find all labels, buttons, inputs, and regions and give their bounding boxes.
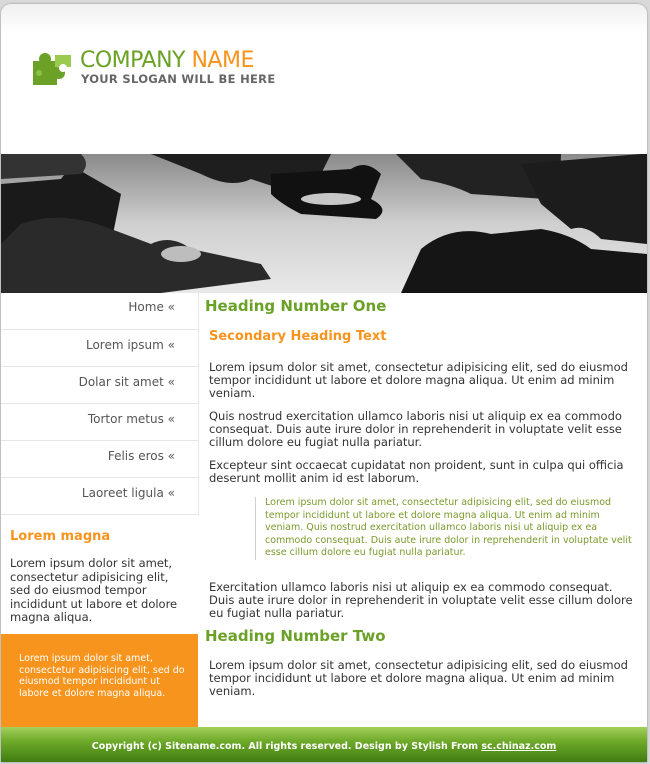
company-name-part1: COMPANY (80, 48, 185, 73)
main-content (198, 293, 647, 727)
company-name[interactable] (80, 48, 254, 73)
site-header (1, 4, 647, 154)
puzzle-piece-icon (31, 51, 73, 87)
sidebar-heading: Lorem magna (10, 529, 111, 544)
heading-number-two: Heading Number Two (205, 627, 386, 645)
paragraph-4: Exercitation ullamco laboris nisi ut aliquip ex ea commodo consequat. Duis aute irure dolor in reprehenderit in voluptate velit esse cillum dolore eu fugiat nulla pariatur. (209, 580, 633, 620)
sidebar-nav (1, 293, 199, 515)
company-name-part2: NAME (191, 48, 254, 73)
paragraph-1: Lorem ipsum dolor sit amet, consectetur adipisicing elit, sed do eiusmod tempor incididunt ut labore et dolore magna aliqua. Ut enim ad minim veniam. (209, 360, 628, 400)
secondary-heading: Secondary Heading Text (209, 329, 387, 344)
puzzle-pieces-photo (1, 154, 647, 293)
slogan: YOUR SLOGAN WILL BE HERE (81, 72, 276, 86)
sidebar-text: Lorem ipsum dolor sit amet, consectetur adipisicing elit, sed do eiusmod tempor incididunt ut labore et dolore magna aliqua. (10, 556, 178, 624)
footer-link[interactable]: sc.chinaz.com (481, 741, 557, 752)
nav-item-felis-eros[interactable]: Felis eros « (1, 441, 198, 478)
sidebar (1, 293, 198, 727)
page-frame (1, 4, 647, 762)
site-footer (1, 727, 647, 762)
paragraph-2: Quis nostrud exercitation ullamco laboris nisi ut aliquip ex ea commodo consequat. Duis aute irure dolor in reprehenderit in voluptate velit esse cillum dolore eu fugiat nulla pariatur. (209, 409, 622, 449)
nav-item-tortor-metus[interactable]: Tortor metus « (1, 404, 198, 441)
banner-image (1, 154, 647, 293)
footer-copyright: Copyright (c) Sitename.com. All rights reserved. Design by Stylish From (91, 741, 479, 752)
blockquote: Lorem ipsum dolor sit amet, consectetur adipisicing elit, sed do eiusmod tempor incididunt ut labore et dolore magna aliqua. Ut enim ad minim veniam. Quis nostrud exercitation ullamco laboris nisi ut aliquip ex ea commodo consequat. Duis aute irure dolor in reprehenderit in voluptate velit esse cillum dolore eu fugiat nulla pariatur. (255, 497, 639, 560)
paragraph-5: Lorem ipsum dolor sit amet, consectetur adipisicing elit, sed do eiusmod tempor incididunt ut labore et dolore magna aliqua. Ut enim ad minim veniam. (209, 658, 628, 698)
heading-number-one: Heading Number One (205, 297, 387, 315)
sidebar-highlight-text: Lorem ipsum dolor sit amet, consectetur adipisicing elit, sed do eiusmod tempor incididunt ut labore et dolore magna aliqua. (19, 653, 185, 699)
paragraph-3: Excepteur sint occaecat cupidatat non proident, sunt in culpa qui officia deserunt mollit anim id est laborum. (209, 458, 624, 485)
nav-item-home[interactable]: Home « (1, 293, 198, 330)
sidebar-highlight-box (1, 634, 198, 727)
nav-item-lorem-ipsum[interactable]: Lorem ipsum « (1, 330, 198, 367)
nav-item-laoreet-ligula[interactable]: Laoreet ligula « (1, 478, 198, 515)
nav-item-dolar-sit-amet[interactable]: Dolar sit amet « (1, 367, 198, 404)
